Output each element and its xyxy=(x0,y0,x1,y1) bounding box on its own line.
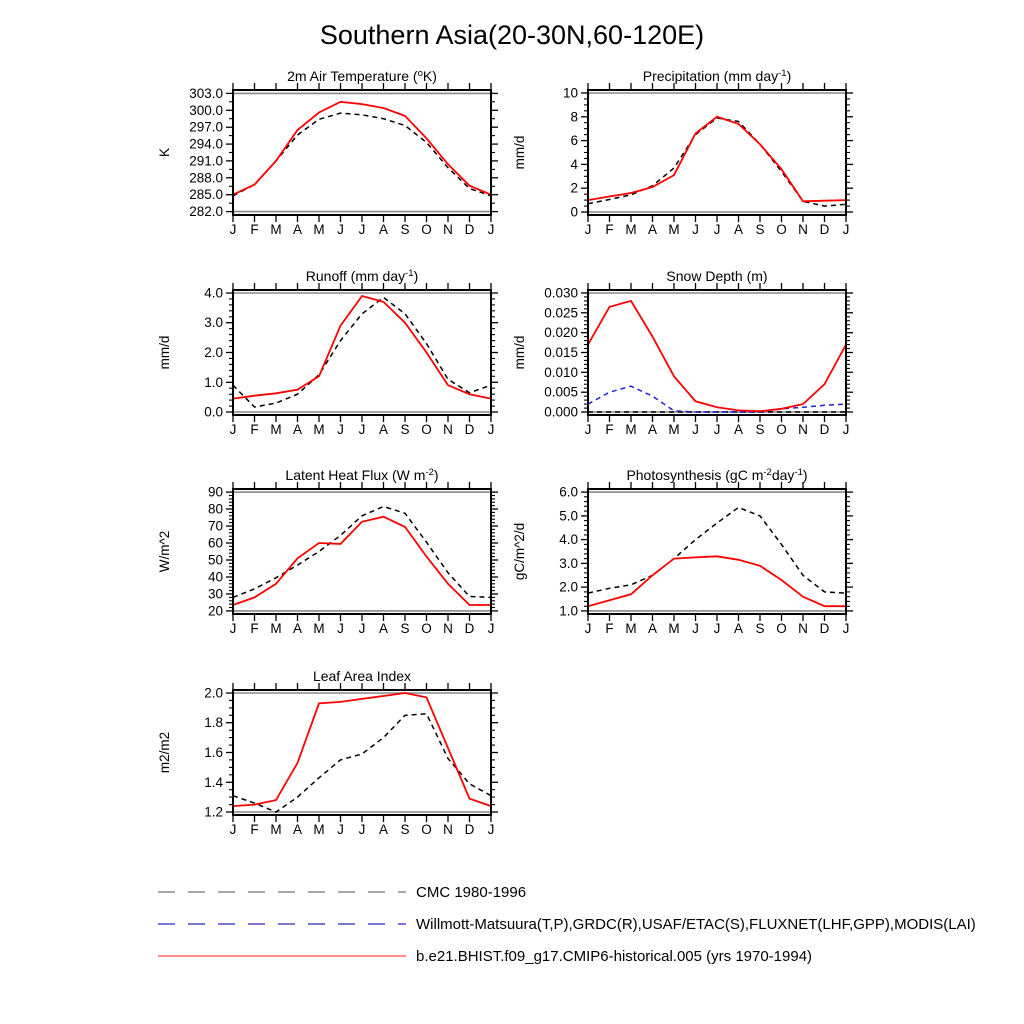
svg-text:J: J xyxy=(358,222,366,237)
svg-text:0.000: 0.000 xyxy=(544,404,578,420)
svg-text:F: F xyxy=(250,822,259,837)
svg-text:A: A xyxy=(378,422,389,437)
svg-text:0.030: 0.030 xyxy=(544,285,578,301)
svg-text:J: J xyxy=(487,222,495,237)
svg-text:S: S xyxy=(755,422,765,437)
svg-text:Latent Heat Flux (W m-2): Latent Heat Flux (W $m^{-2}$) xyxy=(285,467,439,483)
svg-text:J: J xyxy=(842,222,850,237)
svg-text:gC/m^2/d: gC/m^2/d xyxy=(512,522,527,581)
air-temperature-plot xyxy=(147,60,497,255)
chart-air-temperature xyxy=(147,60,497,255)
svg-text:A: A xyxy=(733,422,744,437)
svg-text:A: A xyxy=(292,621,303,636)
svg-text:297.0: 297.0 xyxy=(189,119,223,135)
svg-text:1.0: 1.0 xyxy=(559,603,578,619)
svg-text:M: M xyxy=(625,621,637,636)
svg-text:80: 80 xyxy=(207,501,223,517)
svg-text:J: J xyxy=(337,822,344,837)
svg-text:A: A xyxy=(647,422,658,437)
svg-text:J: J xyxy=(713,422,721,437)
svg-text:M: M xyxy=(270,222,282,237)
svg-text:J: J xyxy=(337,222,344,237)
svg-text:1.0: 1.0 xyxy=(204,374,223,390)
svg-text:J: J xyxy=(842,621,850,636)
svg-text:A: A xyxy=(378,621,389,636)
svg-text:N: N xyxy=(443,422,453,437)
legend-label: Willmott-Matsuura(T,P),GRDC(R),USAF/ETAC(S),FLUXNET(LHF,GPP),MODIS(LAI) xyxy=(416,915,976,933)
svg-text:N: N xyxy=(798,422,808,437)
svg-text:70: 70 xyxy=(207,518,223,534)
svg-text:O: O xyxy=(776,222,787,237)
svg-text:3.0: 3.0 xyxy=(204,315,223,331)
svg-text:N: N xyxy=(443,822,453,837)
svg-text:J: J xyxy=(713,621,721,636)
page-title: Southern Asia(20-30N,60-120E) xyxy=(319,20,705,50)
svg-text:F: F xyxy=(250,422,259,437)
svg-text:O: O xyxy=(421,621,432,636)
svg-text:0.010: 0.010 xyxy=(544,364,578,380)
svg-text:J: J xyxy=(584,222,592,237)
svg-text:282.0: 282.0 xyxy=(189,204,223,220)
svg-text:m2/m2: m2/m2 xyxy=(157,731,172,774)
svg-text:4.0: 4.0 xyxy=(204,285,223,301)
svg-text:D: D xyxy=(464,222,475,237)
svg-text:2.0: 2.0 xyxy=(559,579,578,595)
svg-text:M: M xyxy=(313,222,325,237)
svg-text:1.2: 1.2 xyxy=(204,804,223,820)
svg-text:3.0: 3.0 xyxy=(559,555,578,571)
snow-depth-plot xyxy=(502,260,852,455)
svg-text:J: J xyxy=(229,822,237,837)
svg-text:S: S xyxy=(400,422,410,437)
svg-text:Snow Depth (m): Snow Depth (m) xyxy=(666,268,768,284)
svg-text:O: O xyxy=(421,222,432,237)
svg-text:Leaf Area Index: Leaf Area Index xyxy=(312,668,412,684)
svg-text:Photosynthesis (gC m-2day-1): Photosynthesis (gC $m^{-2}day^{-1}$) xyxy=(626,467,808,483)
svg-text:4: 4 xyxy=(570,156,578,172)
svg-text:J: J xyxy=(337,422,344,437)
svg-text:A: A xyxy=(378,222,389,237)
svg-text:0.020: 0.020 xyxy=(544,325,578,341)
svg-text:J: J xyxy=(337,621,344,636)
legend-item-model xyxy=(158,948,1018,964)
svg-text:20: 20 xyxy=(207,603,223,619)
svg-text:J: J xyxy=(487,621,495,636)
photosynthesis-plot xyxy=(502,459,852,654)
svg-text:M: M xyxy=(270,422,282,437)
svg-text:D: D xyxy=(464,422,475,437)
svg-text:A: A xyxy=(292,822,303,837)
svg-text:J: J xyxy=(692,621,699,636)
svg-text:2: 2 xyxy=(570,180,578,196)
svg-text:J: J xyxy=(584,422,592,437)
svg-text:288.0: 288.0 xyxy=(189,170,223,186)
svg-text:M: M xyxy=(313,621,325,636)
precipitation-plot xyxy=(502,60,852,255)
svg-text:F: F xyxy=(605,222,614,237)
chart-latent-heat-flux xyxy=(147,459,497,654)
svg-text:S: S xyxy=(755,621,765,636)
svg-text:N: N xyxy=(443,222,453,237)
chart-snow-depth xyxy=(502,260,852,455)
legend-line-dashed-blue-icon xyxy=(158,918,406,930)
svg-text:M: M xyxy=(625,222,637,237)
chart-precipitation xyxy=(502,60,852,255)
svg-text:0.015: 0.015 xyxy=(544,345,578,360)
svg-text:294.0: 294.0 xyxy=(189,136,223,152)
svg-text:M: M xyxy=(668,222,680,237)
svg-text:40: 40 xyxy=(207,569,223,585)
svg-text:2m Air Temperature (oK): 2m Air Temperature ($^o$K) xyxy=(287,68,437,84)
svg-text:O: O xyxy=(776,422,787,437)
svg-text:8: 8 xyxy=(570,109,578,125)
svg-text:mm/d: mm/d xyxy=(512,135,527,170)
svg-text:10: 10 xyxy=(562,85,578,101)
svg-text:O: O xyxy=(421,422,432,437)
svg-text:J: J xyxy=(692,422,699,437)
svg-text:J: J xyxy=(584,621,592,636)
svg-text:F: F xyxy=(605,422,614,437)
svg-text:0: 0 xyxy=(570,204,578,220)
legend-item-cmc xyxy=(158,884,1018,900)
svg-text:60: 60 xyxy=(207,535,223,551)
svg-text:J: J xyxy=(229,222,237,237)
svg-text:1.4: 1.4 xyxy=(204,774,223,790)
svg-text:J: J xyxy=(692,222,699,237)
svg-text:2.0: 2.0 xyxy=(204,685,223,701)
svg-text:mm/d: mm/d xyxy=(512,335,527,370)
svg-text:N: N xyxy=(443,621,453,636)
svg-text:S: S xyxy=(755,222,765,237)
svg-text:W/m^2: W/m^2 xyxy=(157,530,172,573)
svg-text:N: N xyxy=(798,222,808,237)
svg-text:0.005: 0.005 xyxy=(544,384,578,400)
svg-text:D: D xyxy=(464,621,475,636)
svg-text:J: J xyxy=(487,822,495,837)
legend-line-dashed-gray-icon xyxy=(158,886,406,898)
svg-text:S: S xyxy=(400,222,410,237)
svg-text:M: M xyxy=(270,621,282,636)
svg-text:O: O xyxy=(421,822,432,837)
leaf-area-index-plot xyxy=(147,660,497,855)
svg-text:A: A xyxy=(647,222,658,237)
svg-text:90: 90 xyxy=(207,484,223,500)
svg-text:0.025: 0.025 xyxy=(544,305,578,321)
svg-text:6.0: 6.0 xyxy=(559,484,578,500)
latent-heat-flux-plot xyxy=(147,459,497,654)
svg-text:M: M xyxy=(668,621,680,636)
svg-text:S: S xyxy=(400,822,410,837)
runoff-plot xyxy=(147,260,497,455)
svg-text:Precipitation (mm day-1): Precipitation (mm day$^{-1}$) xyxy=(642,68,792,84)
svg-text:1.8: 1.8 xyxy=(204,715,223,731)
svg-text:A: A xyxy=(733,621,744,636)
svg-text:M: M xyxy=(668,422,680,437)
svg-text:F: F xyxy=(250,222,259,237)
svg-text:M: M xyxy=(625,422,637,437)
svg-text:5.0: 5.0 xyxy=(559,508,578,524)
svg-text:J: J xyxy=(229,422,237,437)
svg-text:M: M xyxy=(313,422,325,437)
svg-text:300.0: 300.0 xyxy=(189,102,223,118)
svg-text:285.0: 285.0 xyxy=(189,187,223,203)
svg-text:N: N xyxy=(798,621,808,636)
svg-text:D: D xyxy=(819,222,830,237)
svg-text:1.6: 1.6 xyxy=(204,745,223,760)
svg-text:J: J xyxy=(229,621,237,636)
svg-text:303.0: 303.0 xyxy=(189,85,223,101)
svg-text:4.0: 4.0 xyxy=(559,532,578,548)
svg-text:A: A xyxy=(292,422,303,437)
svg-text:O: O xyxy=(776,621,787,636)
chart-runoff xyxy=(147,260,497,455)
svg-text:F: F xyxy=(250,621,259,636)
svg-text:6: 6 xyxy=(570,133,578,149)
svg-text:D: D xyxy=(819,621,830,636)
svg-text:291.0: 291.0 xyxy=(189,153,223,169)
svg-text:J: J xyxy=(713,222,721,237)
svg-text:J: J xyxy=(358,822,366,837)
svg-text:50: 50 xyxy=(207,552,223,568)
svg-text:A: A xyxy=(647,621,658,636)
svg-text:J: J xyxy=(487,422,495,437)
svg-text:30: 30 xyxy=(207,586,223,602)
svg-text:D: D xyxy=(464,822,475,837)
svg-text:J: J xyxy=(358,422,366,437)
svg-text:mm/d: mm/d xyxy=(157,335,172,370)
svg-text:J: J xyxy=(842,422,850,437)
svg-text:A: A xyxy=(292,222,303,237)
legend-line-solid-red-icon xyxy=(158,950,406,962)
svg-text:M: M xyxy=(313,822,325,837)
chart-leaf-area-index xyxy=(147,660,497,855)
svg-text:A: A xyxy=(378,822,389,837)
svg-text:2.0: 2.0 xyxy=(204,345,223,360)
svg-text:D: D xyxy=(819,422,830,437)
svg-text:0.0: 0.0 xyxy=(204,404,223,420)
svg-text:M: M xyxy=(270,822,282,837)
svg-text:F: F xyxy=(605,621,614,636)
legend-item-obs-composite xyxy=(158,916,1018,932)
svg-text:K: K xyxy=(157,147,172,158)
chart-photosynthesis xyxy=(502,459,852,654)
legend-label: CMC 1980-1996 xyxy=(416,883,527,901)
legend-label: b.e21.BHIST.f09_g17.CMIP6-historical.005 (yrs 1970-1994) xyxy=(416,947,813,965)
svg-text:J: J xyxy=(358,621,366,636)
svg-text:A: A xyxy=(733,222,744,237)
svg-text:S: S xyxy=(400,621,410,636)
svg-text:Runoff (mm day-1): Runoff (mm day$^{-1}$) xyxy=(305,268,419,284)
